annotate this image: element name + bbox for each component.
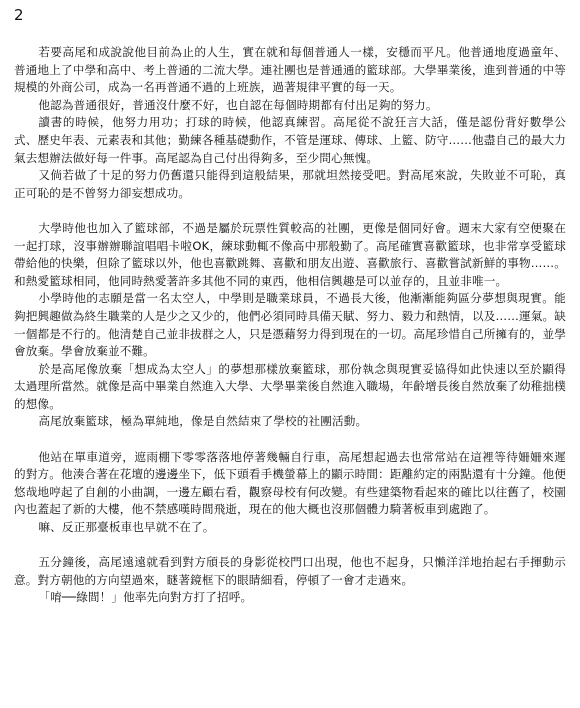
paragraph-4: 又倘若做了十足的努力仍舊還只能得到這般結果，那就坦然接受吧。對高尾來說，失敗並不可恥，真正可恥的是不曾努力卻妄想成功。	[14, 168, 566, 200]
paragraph-12: 「唷──綠間！」他率先向對方打了招呼。	[38, 590, 253, 605]
paragraph-7: 於是高尾像放棄「想成為太空人」的夢想那樣放棄籃球，那份執念與現實妥協得如此快速以至於顯得太過理所當然。就像是高中畢業自然進入大學、大學畢業後自然進入職場，年齡增長後自然放棄了幼稚拙樸的想像。	[14, 361, 566, 411]
paragraph-3: 讀書的時候，他努力用功；打球的時候，他認真練習。高尾從不說狂言大話，僅是認份背好數學公式、歷史年表、元素表和其他；勤練各種基礎動作，不管是運球、傳球、上籃、防守……他盡自己的最大力氣去想辦法做好每一件事。高尾認為自己付出得夠多，至少問心無愧。	[14, 115, 566, 165]
paragraph-gap	[14, 202, 566, 220]
paragraph-2: 他認為普通很好，普通沒什麼不好，也自認在每個時期都有付出足夠的努力。	[38, 97, 438, 112]
paragraph-5: 大學時他也加入了籃球部，不過是屬於玩票性質較高的社團，更像是個同好會。週末大家有空便聚在一起打球，沒事辦辦聯誼唱唱卡啦OK，練球動輒不像高中那般勤了。高尾確實喜歡籃球，也非常享受籃球帶給他的快樂，但除了籃球以外，他也喜歡跳舞、喜歡和朋友出遊、喜歡旅行、喜歡嘗試新鮮的事物……。和熱愛籃球相同，他同時熱愛著許多其他不同的東西，他相信興趣是可以並存的，且並非唯一。	[14, 220, 566, 288]
paragraph-10: 嘛、反正那臺板車也早就不在了。	[38, 520, 215, 535]
paragraph-gap	[14, 537, 566, 555]
paragraph-gap	[14, 431, 566, 449]
paragraph-9: 他站在單車道旁，遮雨棚下零零落落地停著幾輛自行車，高尾想起過去也常常站在這裡等待姍姍來遲的對方。他湊合著在花壇的邊邊坐下，低下頭看手機螢幕上的顯示時間：距離約定的兩點還有十分鐘。他便悠哉地哼起了自創的小曲調，一邊左顧右看，觀察母校有何改變。有些建築物看起來的確比以往舊了，校園內也蓋起了新的大樓，他不禁感嘆時間飛逝，現在的他大概也沒那個體力騎著板車到處跑了。	[14, 449, 566, 517]
paragraph-11: 五分鐘後，高尾遠遠就看到對方頎長的身影從校門口出現，他也不起身，只懶洋洋地抬起右手揮動示意。對方朝他的方向望過來，瞇著鏡框下的眼睛細看，停頓了一會才走過來。	[14, 555, 566, 587]
paragraph-6: 小學時他的志願是當一名太空人，中學則是職業球員，不過長大後，他漸漸能夠區分夢想與現實。能夠把興趣做為終生職業的人是少之又少的，他們必須同時具備天賦、努力、毅力和熱情，以及……運氣。缺一個都是不行的。他清楚自己並非拔群之人，只是憑藉努力得到現在的一切。高尾珍惜自己所擁有的，並學會放棄。學會放棄並不難。	[14, 291, 566, 359]
paragraph-8: 高尾放棄籃球，極為單純地，像是自然結束了學校的社團活動。	[38, 414, 368, 429]
paragraph-1: 若要高尾和成說說他目前為止的人生，實在就和每個普通人一樣，安穩而平凡。他普通地度過童年、普通地上了中學和高中、考上普通的二流大學。連社團也是普通通的籃球部。大學畢業後，進到普通的中等規模的外商公司，成為一名再普通不過的上班族，過著規律平實的每一天。	[14, 45, 566, 95]
body-text	[14, 44, 566, 607]
page-number: 2	[14, 6, 24, 24]
